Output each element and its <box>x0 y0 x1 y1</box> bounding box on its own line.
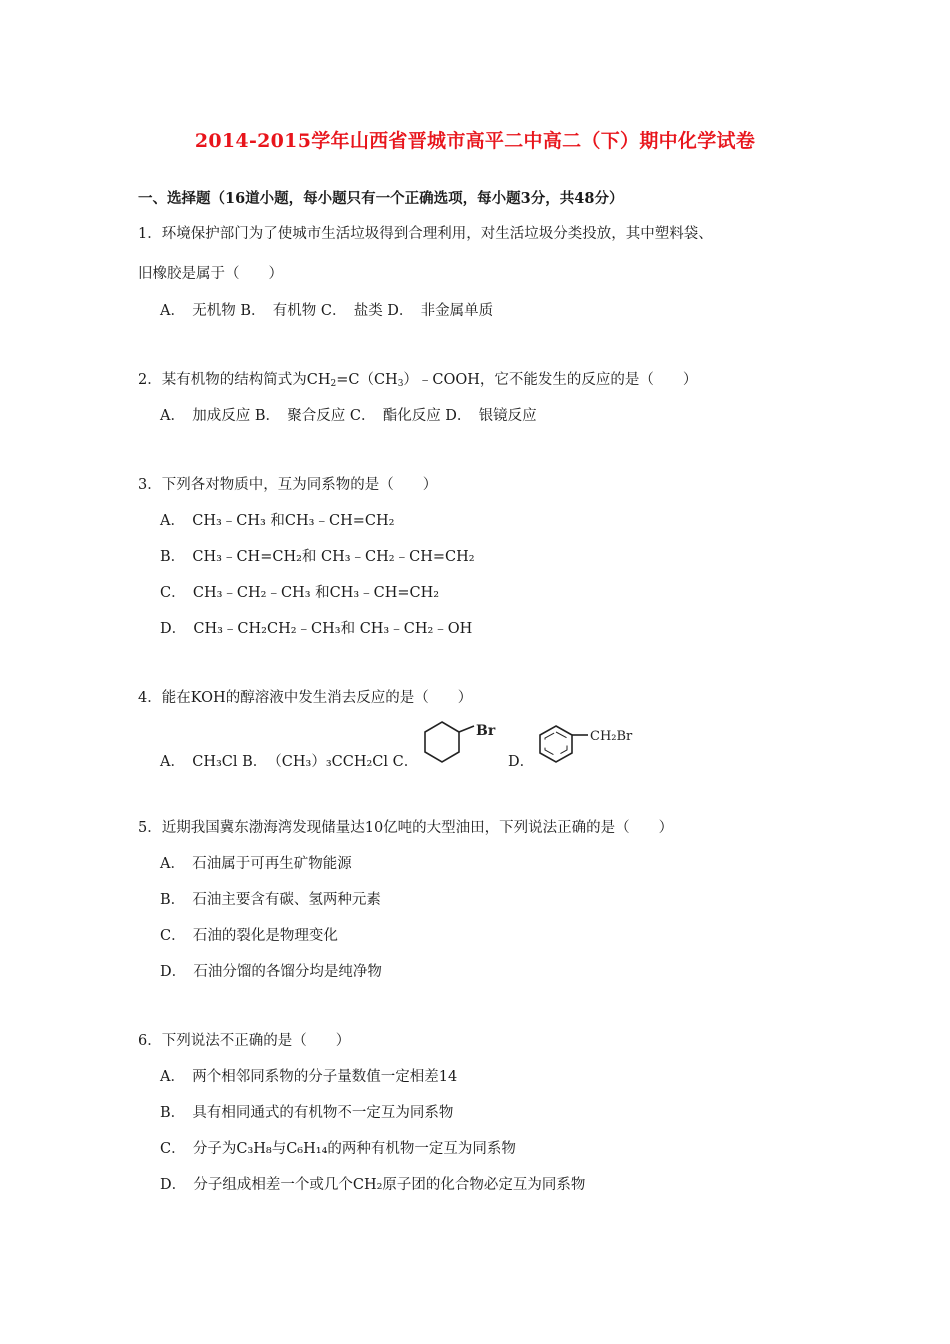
ch2br-label: CH₂Br <box>590 729 633 744</box>
q2-stem-c: ）﹣COOH，它不能发生的反应的是（ ） <box>403 372 698 388</box>
q4-stem: 4．能在KOH的醇溶液中发生消去反应的是（ ） <box>138 690 473 706</box>
q5-option-c: C． 石油的裂化是物理变化 <box>160 928 338 944</box>
q2-options: A． 加成反应 B． 聚合反应 C． 酯化反应 D． 银镜反应 <box>160 408 537 424</box>
benzene-inner-bonds <box>545 732 567 756</box>
br-label: Br <box>476 723 496 739</box>
q2-stem-a: 2．某有机物的结构简式为CH <box>138 372 331 388</box>
q5-stem: 5．近期我国冀东渤海湾发现储量达10亿吨的大型油田，下列说法正确的是（ ） <box>138 820 674 836</box>
q1-stem-line1: 1．环境保护部门为了使城市生活垃圾得到合理利用，对生活垃圾分类投放，其中塑料袋、 <box>138 226 713 242</box>
q3-option-a: A． CH₃﹣CH₃ 和CH₃﹣CH=CH₂ <box>160 513 395 529</box>
q5-option-b: B． 石油主要含有碳、氢两种元素 <box>160 892 381 908</box>
benzyl-bromide-structure <box>534 722 638 768</box>
q3-option-d: D． CH₃﹣CH₂CH₂﹣CH₃和 CH₃﹣CH₂﹣OH <box>160 621 473 637</box>
q1-options: A． 无机物 B． 有机物 C． 盐类 D． 非金属单质 <box>160 303 494 319</box>
q5-option-d: D． 石油分馏的各馏分均是纯净物 <box>160 964 382 980</box>
q4-options-abc: A． CH₃Cl B． （CH₃）₃CCH₂Cl C． <box>160 754 419 770</box>
q1-stem-line2: 旧橡胶是属于（ ） <box>138 266 283 282</box>
q6-option-d: D． 分子组成相差一个或几个CH₂原子团的化合物必定互为同系物 <box>160 1177 586 1193</box>
page-title: 2014-2015学年山西省晋城市高平二中高二（下）期中化学试卷 <box>194 130 756 152</box>
q2-sub2: 3 <box>397 379 404 389</box>
q3-stem: 3．下列各对物质中，互为同系物的是（ ） <box>138 477 438 493</box>
q6-stem: 6．下列说法不正确的是（ ） <box>138 1033 351 1049</box>
q2-stem <box>138 368 697 389</box>
q4-option-d-label: D． <box>508 754 535 770</box>
q5-option-a: A． 石油属于可再生矿物能源 <box>160 856 352 872</box>
q3-option-b: B． CH₃﹣CH=CH₂和 CH₃﹣CH₂﹣CH=CH₂ <box>160 549 475 565</box>
bromocyclohexane-structure <box>418 718 502 770</box>
q3-option-c: C． CH₃﹣CH₂﹣CH₃ 和CH₃﹣CH=CH₂ <box>160 585 440 601</box>
q2-stem-b: =C（CH <box>336 372 398 388</box>
c-br-bond <box>459 726 474 732</box>
cyclohexane-ring <box>425 722 459 762</box>
q2-sub1: 2 <box>330 379 337 389</box>
section-heading: 一、选择题（16道小题，每小题只有一个正确选项，每小题3分，共48分） <box>138 190 624 207</box>
benzene-ring <box>540 726 572 762</box>
q6-option-c: C． 分子为C₃H₈与C₆H₁₄的两种有机物一定互为同系物 <box>160 1141 516 1157</box>
q6-option-a: A． 两个相邻同系物的分子量数值一定相差14 <box>160 1069 458 1085</box>
q6-option-b: B． 具有相同通式的有机物不一定互为同系物 <box>160 1105 454 1121</box>
